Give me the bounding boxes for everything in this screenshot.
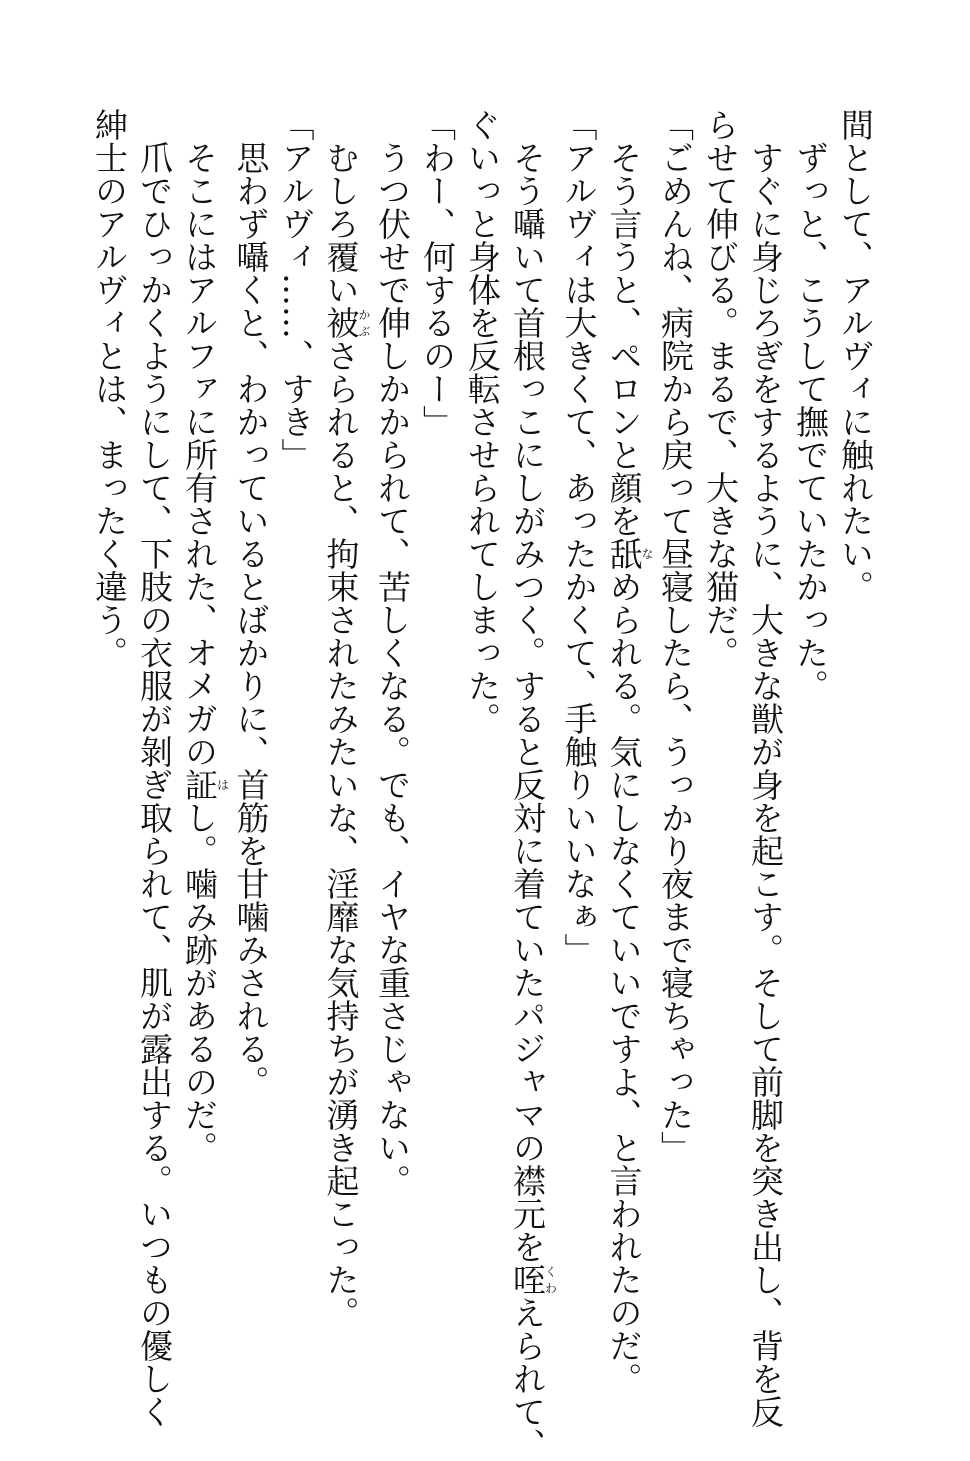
ruby-annotation: [321, 306, 371, 339]
vertical-text-body: [87, 108, 878, 1461]
ruby-reading: な: [640, 537, 654, 570]
text-line: すぐに身じろぎをするように、大きな獣が身を起こす。そして前脚を突き出し、背を反: [746, 108, 785, 1428]
text-segment: そう囁いて首根っこにしがみつく。すると反対に着ていたパジャマの襟元を: [508, 108, 547, 1263]
text-segment: むしろ覆い: [321, 108, 361, 306]
text-line: [505, 108, 558, 1461]
text-line: 思わず囁くと、わかっているとばかりに、首筋を甘噛みされる。: [231, 108, 271, 1098]
text-line: ずっと、こうして撫でていたかった。: [791, 108, 830, 702]
text-line: 爪でひっかくようにして、下肢の衣服が剝ぎ取られて、肌が露出する。いつもの優しく: [135, 108, 174, 1428]
ruby-reading: くわ: [543, 1263, 558, 1296]
ruby-base: 被: [321, 306, 361, 339]
text-segment: し。噛み跡があるのだ。: [180, 801, 219, 1164]
ruby-reading: は: [215, 768, 230, 801]
ruby-base: 証: [180, 768, 219, 801]
text-line: 「アルヴィ……、すき」: [276, 108, 316, 471]
text-line: 間として、アルヴィに触れたい。: [836, 108, 875, 603]
text-line: らせて伸びる。まるで、大きな猫だ。: [701, 108, 740, 669]
text-line: 「ごめんね、病院から戻って昼寝したら、うっかり夜まで寝ちゃった」: [656, 108, 695, 1164]
text-line: うつ伏せで伸しかかられて、苦しくなる。でも、イヤな重さじゃない。: [373, 108, 412, 1197]
text-line: ぐいっと身体を反転させられてしまった。: [463, 108, 502, 735]
text-line: [602, 108, 654, 1395]
ruby-annotation: [604, 537, 654, 570]
text-segment: そこにはアルファに所有された、オメガの: [180, 108, 219, 768]
text-segment: められる。気にしなくていいですよ、と言われたのだ。: [604, 570, 644, 1395]
text-line: 紳士のアルヴィとは、まったく違う。: [90, 108, 129, 669]
text-segment: えられて、: [508, 1296, 547, 1461]
text-line: [177, 108, 229, 1308]
text-line: 「アルヴィは大きくて、あったかくて、手触りいいなぁ」: [559, 108, 599, 966]
ruby-base: 咥: [508, 1263, 547, 1296]
text-segment: さられると、拘束されたみたいな、淫靡な気持ちが湧き起こった。: [321, 339, 361, 1329]
text-segment: そう言うと、ペロンと顔を: [604, 108, 644, 537]
ruby-base: 舐: [604, 537, 644, 570]
ruby-annotation: [180, 768, 230, 801]
ruby-reading: かぶ: [357, 306, 371, 339]
ruby-annotation: [508, 1263, 558, 1296]
text-line: 「わー、何するのー」: [418, 108, 457, 438]
text-line: [319, 108, 371, 1329]
